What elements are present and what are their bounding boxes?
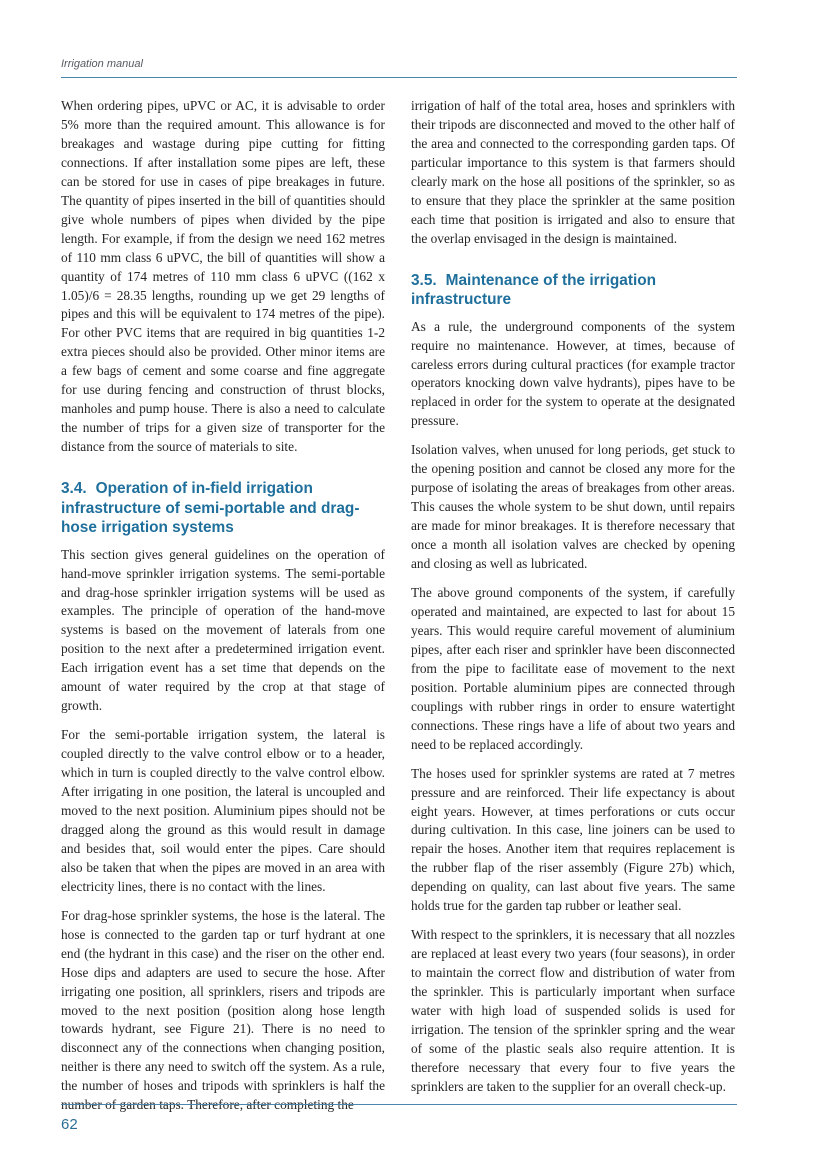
paragraph-operation-intro: This section gives general guidelines on the operation of hand-move sprinkler irrigation systems. The semi-portable and drag-hose sprinkler irrigation systems will be used as examples. The principle of operation of the hand-move systems is based on the movement of laterals from one position to the next after a predetermined irrigation event. Each irrigation event has a set time that depends on the amount of water required by the crop at that stage of growth. (61, 546, 385, 714)
section-heading-3-4 (61, 479, 385, 538)
running-header: Irrigation manual (61, 58, 143, 70)
paragraph-semi-portable: For the semi-portable irrigation system, the lateral is coupled directly to the valve control elbow or to a header, which in turn is coupled directly to the valve control elbow. After irrigating in one position, the lateral is uncoupled and moved to the next position. Aluminium pipes should not be dragged along the ground as this would result in damage and besides that, soil would enter the pipes. Care should also be taken that when the pipes are moved in an area with electricity lines, there is no contact with the lines. (61, 727, 385, 894)
left-column (61, 97, 385, 1125)
paragraph-pipe-ordering: When ordering pipes, uPVC or AC, it is advisable to order 5% more than the required amount. This allowance is for breakages and wastage during pipe cutting for fitting connections. If after installation some pipes are left, these can be stored for use in cases of pipe breakages in future. The quantity of pipes inserted in the bill of quantities should give whole numbers of pipes when divided by the pipe length. For example, if from the design we need 162 metres of 110 mm class 6 uPVC, the bill of quantities will show a quantity of 174 metres of 110 mm class 6 uPVC ((162 x 1.05)/6 = 28.35 lengths, rounding up we get 29 lengths of pipes and this will be equivalent to 174 metres of the pipe). For other PVC items that are required in big quantities 1-2 extra pieces should also be provided. Other minor items are a few bags of cement and some coarse and fine aggregate for use during fencing and construction of thrust blocks, manholes and pump house. There is also a need to calculate the number of trips for a given size of transporter for the distance from the source of materials to site. (61, 98, 385, 455)
paragraph-drag-hose: For drag-hose sprinkler systems, the hose is the lateral. The hose is connected to the garden tap or turf hydrant at one end (the hydrant in this case) and the riser on the other end. Hose dips and adapters are used to secure the hose. After irrigating one position, all sprinklers, risers and tripods are moved to the next position (position along hose length towards hydrant, see Figure 21). There is no need to disconnect any of the connections when changing position, neither is there any need to switch off the system. As a rule, the number of hoses and tripods with sprinklers is half the number of garden taps. Therefore, after completing the (61, 907, 385, 1113)
right-column (411, 97, 735, 1107)
section-number: 3.5. (411, 271, 437, 289)
paragraph-isolation-valves: Isolation valves, when unused for long periods, get stuck to the opening position and cannot be closed any more for the purpose of isolating the areas of breakages from other areas. This causes the whole system to be shut down, until repairs are made for minor breakages. It is therefore necessary that once a month all isolation valves are checked by opening and closing as well as lubricated. (411, 442, 735, 572)
header-rule (61, 77, 737, 78)
section-number: 3.4. (61, 480, 87, 498)
section-title: Maintenance of the irrigation infrastructure (411, 271, 657, 309)
footer-rule (61, 1104, 737, 1105)
section-title: Operation of in-field irrigation infrastructure of semi-portable and drag-hose irrigation systems (61, 480, 360, 537)
paragraph-above-ground: The above ground components of the system, if carefully operated and maintained, are expected to last for about 15 years. This would require careful movement of aluminium pipes, after each riser and sprinkler have been disconnected from the pipe to facilitate ease of movement to the next position. Portable aluminium pipes are connected through couplings with rubber rings in order to ensure watertight connections. These rings have a life of about two years and need to be replaced accordingly. (411, 585, 735, 752)
paragraph-drag-hose-continued: irrigation of half of the total area, hoses and sprinklers with their tripods are disconnected and moved to the other half of the area and connected to the corresponding garden taps. Of particular importance to this system is that farmers should clearly mark on the hose all positions of the sprinkler, so as to ensure that they place the sprinkler at the same position each time that position is irrigated and also to ensure that the overlap envisaged in the design is maintained. (411, 98, 735, 246)
section-heading-3-5 (411, 271, 735, 310)
page-number: 62 (61, 1116, 78, 1133)
paragraph-underground-maintenance: As a rule, the underground components of the system require no maintenance. However, at times, because of careless errors during cultural practices (for example tractor operators knocking down valve hydrants), pipes have to be replaced in order for the system to operate at the designated pressure. (411, 318, 735, 429)
paragraph-sprinklers: With respect to the sprinklers, it is necessary that all nozzles are replaced at least every two years (four seasons), in order to maintain the correct flow and distribution of water from the sprinkler. This is particularly important when surface water with high load of suspended solids is used for irrigation. The tension of the sprinkler spring and the wear of some of the plastic seals also require attention. It is therefore necessary that every four to five years the sprinklers are taken to the supplier for an overall check-up. (411, 927, 735, 1094)
paragraph-hoses: The hoses used for sprinkler systems are rated at 7 metres pressure and are reinforced. Their life expectancy is about eight years. However, at times perforations or cuts occur during cultivation. In this case, line joiners can be used to repair the hoses. Another item that requires replacement is the rubber flap of the riser assembly (Figure 27b) which, depending on quality, can last about five years. The same holds true for the garden tap rubber or leather seal. (411, 765, 735, 914)
